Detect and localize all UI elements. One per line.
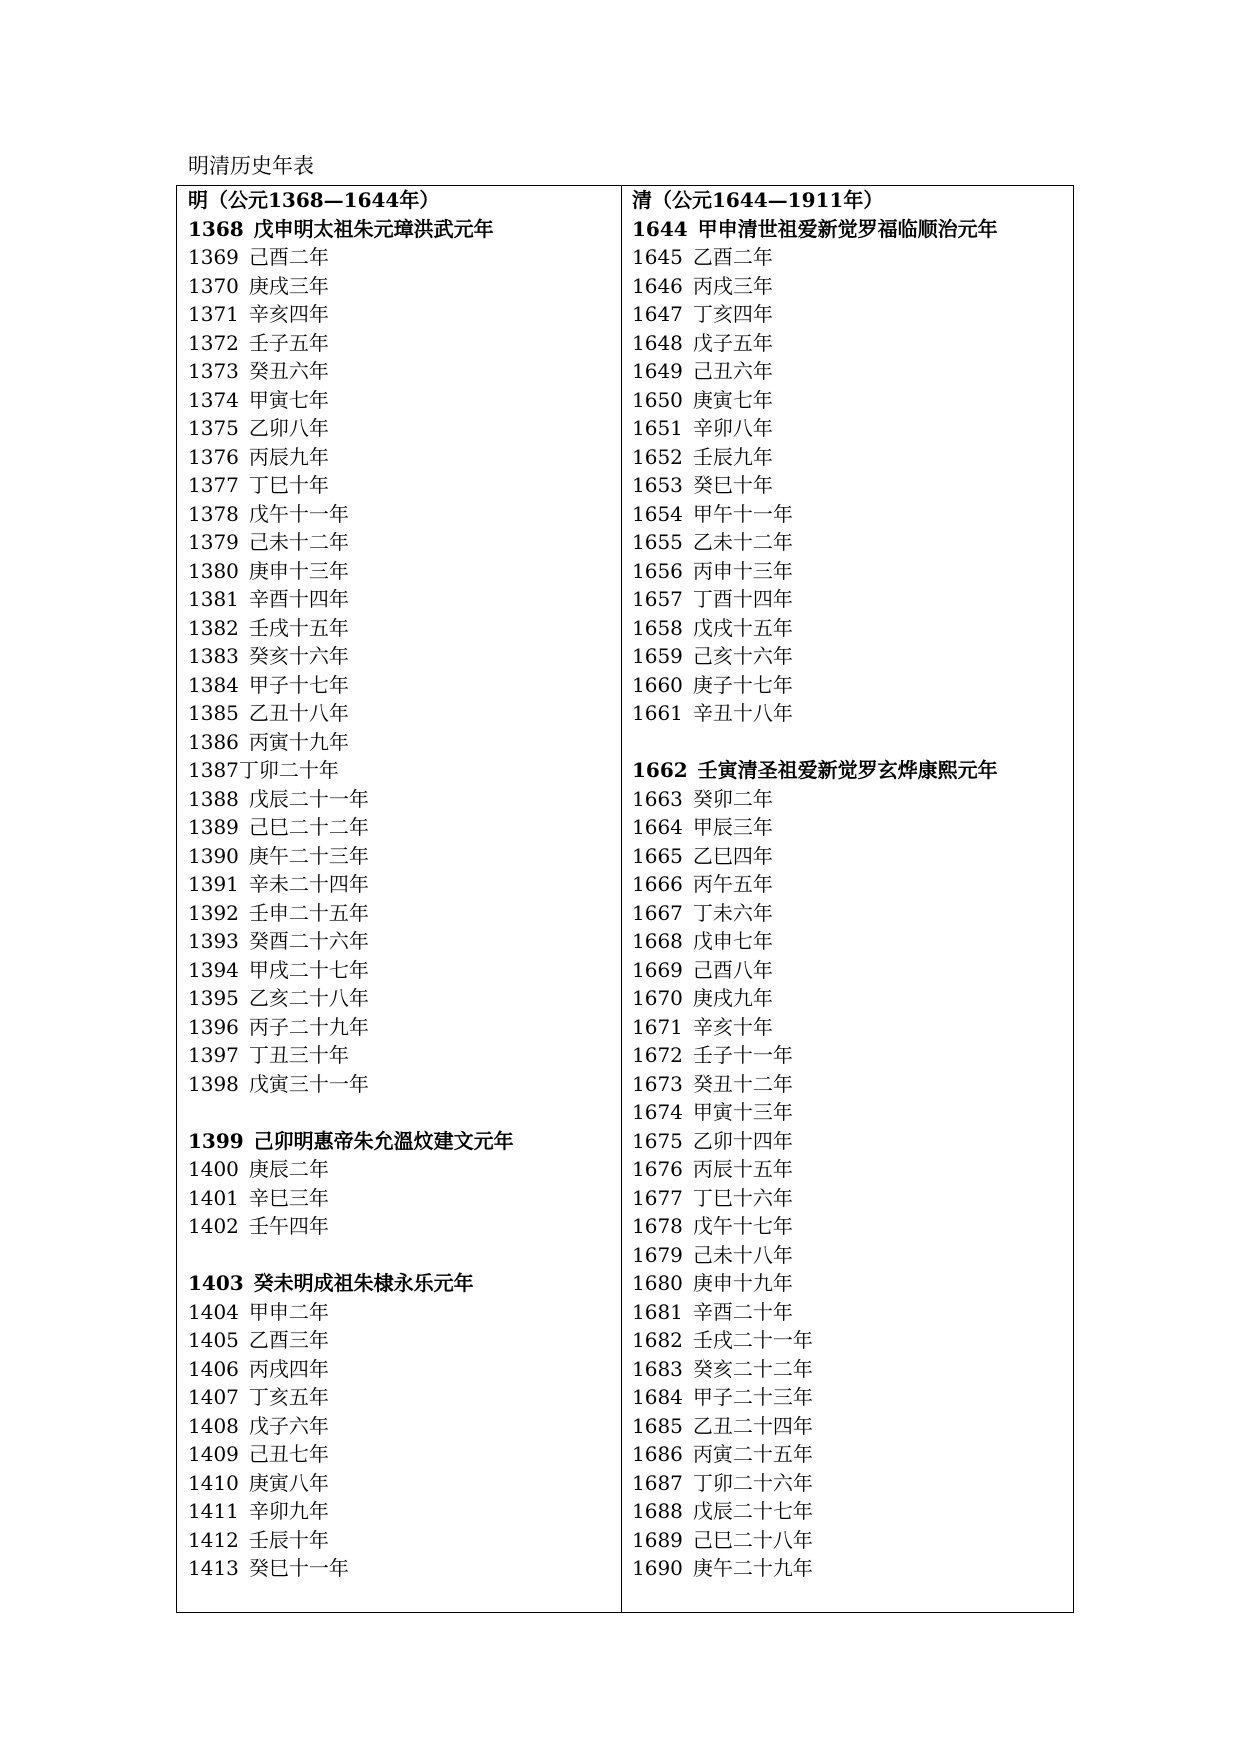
year-row xyxy=(188,443,329,472)
year-label: 丙辰十五年 xyxy=(692,1157,793,1181)
year-label: 庚戌九年 xyxy=(692,986,773,1010)
reign-start-row xyxy=(188,1269,474,1298)
year-row xyxy=(188,956,369,985)
year-row xyxy=(632,699,793,728)
year-number: 1670 xyxy=(632,986,683,1010)
year-number: 1405 xyxy=(188,1328,239,1352)
year-number: 1386 xyxy=(188,729,239,754)
year-label: 辛卯九年 xyxy=(248,1499,329,1523)
year-row xyxy=(188,1070,369,1099)
reign-start-row xyxy=(188,1127,514,1156)
year-row xyxy=(188,471,329,500)
year-row xyxy=(188,870,369,899)
year-row xyxy=(632,1469,813,1498)
year-row xyxy=(632,870,773,899)
year-row xyxy=(188,386,329,415)
year-row xyxy=(188,1497,329,1526)
year-number: 1373 xyxy=(188,359,239,383)
year-number: 1660 xyxy=(632,672,683,697)
year-label: 乙丑二十四年 xyxy=(692,1413,813,1438)
year-number: 1378 xyxy=(188,501,239,526)
year-number: 1399 xyxy=(188,1128,244,1153)
year-row xyxy=(632,671,793,700)
year-row xyxy=(632,300,773,329)
year-number: 1381 xyxy=(188,587,239,611)
year-label: 己酉八年 xyxy=(692,957,773,982)
year-number: 1672 xyxy=(632,1043,683,1067)
year-label: 壬寅清圣祖爱新觉罗玄烨康熙元年 xyxy=(697,758,998,782)
year-row xyxy=(188,1155,329,1184)
year-label: 庚子十七年 xyxy=(692,672,793,697)
year-row xyxy=(188,1355,329,1384)
year-number: 1649 xyxy=(632,359,683,383)
year-row xyxy=(632,984,773,1013)
year-label: 乙亥二十八年 xyxy=(248,986,369,1010)
year-row xyxy=(632,1355,813,1384)
year-number: 1402 xyxy=(188,1214,239,1238)
year-row xyxy=(632,585,793,614)
year-row xyxy=(188,785,369,814)
reign-start-row xyxy=(188,215,494,244)
year-label: 己亥十六年 xyxy=(692,644,793,668)
year-label: 癸亥二十二年 xyxy=(692,1356,813,1381)
year-label: 辛卯八年 xyxy=(692,416,773,440)
year-label: 乙丑十八年 xyxy=(248,701,349,725)
year-number: 1644 xyxy=(632,216,688,241)
year-label: 丙寅二十五年 xyxy=(692,1442,813,1466)
year-number: 1683 xyxy=(632,1356,683,1381)
year-number: 1408 xyxy=(188,1413,239,1438)
year-row xyxy=(632,927,773,956)
year-number: 1372 xyxy=(188,330,239,355)
year-row xyxy=(632,500,793,529)
year-label: 乙酉二年 xyxy=(692,245,773,269)
year-row xyxy=(632,243,773,272)
year-label: 庚寅七年 xyxy=(692,387,773,412)
year-label: 己丑六年 xyxy=(692,359,773,383)
year-row xyxy=(188,357,329,386)
year-row xyxy=(188,329,329,358)
year-row xyxy=(632,357,773,386)
year-label: 戊辰二十一年 xyxy=(248,786,369,811)
year-label: 丁卯二十六年 xyxy=(692,1470,813,1495)
year-label: 庚申十九年 xyxy=(692,1271,793,1295)
year-number: 1396 xyxy=(188,1014,239,1039)
year-label: 壬子十一年 xyxy=(692,1043,793,1067)
year-label: 辛巳三年 xyxy=(248,1185,329,1210)
year-number: 1655 xyxy=(632,530,683,554)
year-number: 1375 xyxy=(188,416,239,440)
year-label: 戊寅三十一年 xyxy=(248,1071,369,1096)
year-label: 甲申清世祖爱新觉罗福临顺治元年 xyxy=(697,216,998,241)
year-label: 戊午十七年 xyxy=(692,1214,793,1238)
year-number: 1688 xyxy=(632,1499,683,1523)
year-row xyxy=(188,927,369,956)
year-label: 戊午十一年 xyxy=(248,501,349,526)
year-label: 癸未明成祖朱棣永乐元年 xyxy=(253,1271,474,1295)
year-label: 壬辰十年 xyxy=(248,1527,329,1552)
year-number: 1654 xyxy=(632,501,683,526)
year-row xyxy=(188,414,329,443)
year-number: 1678 xyxy=(632,1214,683,1238)
year-number: 1406 xyxy=(188,1356,239,1381)
chronology-table xyxy=(176,185,1074,1613)
reign-start-row xyxy=(632,215,998,244)
year-label: 甲寅七年 xyxy=(248,387,329,412)
year-number: 1652 xyxy=(632,444,683,469)
year-row xyxy=(632,557,793,586)
year-label: 己未十二年 xyxy=(248,530,349,554)
year-label: 庚寅八年 xyxy=(248,1470,329,1495)
year-label: 戊申七年 xyxy=(692,929,773,953)
year-number: 1682 xyxy=(632,1328,683,1352)
year-label: 庚申十三年 xyxy=(248,558,349,583)
year-number: 1413 xyxy=(188,1556,239,1580)
year-row xyxy=(632,1383,813,1412)
year-number: 1676 xyxy=(632,1157,683,1181)
year-label: 辛亥四年 xyxy=(248,302,329,326)
year-label: 癸酉二十六年 xyxy=(248,929,369,953)
year-label: 辛酉十四年 xyxy=(248,587,349,611)
year-label: 甲寅十三年 xyxy=(692,1100,793,1124)
year-label: 甲申二年 xyxy=(248,1299,329,1324)
year-number: 1397 xyxy=(188,1043,239,1067)
year-row xyxy=(188,585,349,614)
year-row xyxy=(188,984,369,1013)
year-row xyxy=(188,1412,329,1441)
year-number: 1658 xyxy=(632,615,683,640)
year-number: 1681 xyxy=(632,1299,683,1324)
year-number: 1393 xyxy=(188,929,239,953)
year-label: 乙酉三年 xyxy=(248,1328,329,1352)
year-row xyxy=(188,1041,349,1070)
year-label: 壬午四年 xyxy=(248,1214,329,1238)
year-label: 庚辰二年 xyxy=(248,1157,329,1181)
year-label: 丙申十三年 xyxy=(692,558,793,583)
year-label: 戊戌十五年 xyxy=(692,615,793,640)
year-label: 癸巳十一年 xyxy=(248,1556,349,1580)
year-number: 1684 xyxy=(632,1385,683,1409)
year-row xyxy=(188,1383,329,1412)
year-number: 1411 xyxy=(188,1499,239,1523)
year-number: 1410 xyxy=(188,1470,239,1495)
year-number: 1412 xyxy=(188,1527,239,1552)
year-number: 1671 xyxy=(632,1014,683,1039)
year-row xyxy=(632,1412,813,1441)
year-number: 1382 xyxy=(188,615,239,640)
year-number: 1384 xyxy=(188,672,239,697)
year-label: 丙子二十九年 xyxy=(248,1014,369,1039)
year-label: 丙午五年 xyxy=(692,872,773,896)
year-number: 1368 xyxy=(188,216,244,241)
year-number: 1647 xyxy=(632,302,683,326)
year-number: 1689 xyxy=(632,1527,683,1552)
year-number: 1667 xyxy=(632,900,683,925)
year-number: 1391 xyxy=(188,872,239,896)
qing-column xyxy=(632,186,1062,1612)
year-label: 己未十八年 xyxy=(692,1242,793,1267)
year-number: 1648 xyxy=(632,330,683,355)
year-label: 乙卯十四年 xyxy=(692,1128,793,1153)
year-label: 丁巳十年 xyxy=(248,473,329,497)
year-row xyxy=(632,1497,813,1526)
year-row xyxy=(188,1212,329,1241)
year-row xyxy=(632,1298,793,1327)
year-row xyxy=(632,1326,813,1355)
year-row xyxy=(632,386,773,415)
year-label: 癸卯二年 xyxy=(692,786,773,811)
year-row xyxy=(632,842,773,871)
year-number: 1674 xyxy=(632,1100,683,1124)
year-row xyxy=(188,642,349,671)
year-row xyxy=(632,1526,813,1555)
year-number: 1369 xyxy=(188,245,239,269)
year-number: 1680 xyxy=(632,1271,683,1295)
year-row xyxy=(632,272,773,301)
year-label: 壬申二十五年 xyxy=(248,900,369,925)
year-row xyxy=(188,1469,329,1498)
year-label: 壬子五年 xyxy=(248,330,329,355)
year-number: 1398 xyxy=(188,1071,239,1096)
year-label: 甲辰三年 xyxy=(692,815,773,839)
year-label: 癸巳十年 xyxy=(692,473,773,497)
year-number: 1665 xyxy=(632,843,683,868)
year-number: 1370 xyxy=(188,273,239,298)
year-label: 甲子二十三年 xyxy=(692,1385,813,1409)
year-number: 1685 xyxy=(632,1413,683,1438)
year-number: 1657 xyxy=(632,587,683,611)
year-row xyxy=(188,1554,349,1583)
year-row xyxy=(188,500,349,529)
year-number: 1388 xyxy=(188,786,239,811)
year-row xyxy=(188,1013,369,1042)
year-label: 丙辰九年 xyxy=(248,444,329,469)
year-row xyxy=(632,1184,793,1213)
year-row xyxy=(188,243,329,272)
year-row xyxy=(632,414,773,443)
year-row xyxy=(632,1554,813,1583)
ming-column-header: 明（公元1368—1644年） xyxy=(188,188,440,212)
year-row xyxy=(188,1326,329,1355)
year-number: 1377 xyxy=(188,473,239,497)
year-number: 1686 xyxy=(632,1442,683,1466)
year-number: 1650 xyxy=(632,387,683,412)
year-number: 1385 xyxy=(188,701,239,725)
year-number: 1663 xyxy=(632,786,683,811)
year-label: 丁未六年 xyxy=(692,900,773,925)
year-row xyxy=(188,728,349,757)
year-row xyxy=(188,528,349,557)
year-label: 癸丑六年 xyxy=(248,359,329,383)
year-label: 丁亥五年 xyxy=(248,1385,329,1409)
year-row xyxy=(188,614,349,643)
ming-column xyxy=(188,186,613,1612)
year-number: 1664 xyxy=(632,815,683,839)
year-number: 1409 xyxy=(188,1442,239,1466)
year-number: 1400 xyxy=(188,1157,239,1181)
year-label: 己酉二年 xyxy=(248,245,329,269)
year-label: 戊子五年 xyxy=(692,330,773,355)
year-label: 癸亥十六年 xyxy=(248,644,349,668)
year-number: 1645 xyxy=(632,245,683,269)
year-label: 庚戌三年 xyxy=(248,273,329,298)
year-row xyxy=(188,699,349,728)
year-number: 1679 xyxy=(632,1242,683,1267)
year-row xyxy=(632,899,773,928)
year-row xyxy=(632,1041,793,1070)
year-label: 丁卯二十年 xyxy=(238,758,339,782)
year-label: 己巳二十二年 xyxy=(248,815,369,839)
year-number: 1407 xyxy=(188,1385,239,1409)
year-label: 丙戌三年 xyxy=(692,273,773,298)
year-number: 1675 xyxy=(632,1128,683,1153)
year-number: 1389 xyxy=(188,815,239,839)
year-number: 1653 xyxy=(632,473,683,497)
year-row xyxy=(632,471,773,500)
year-row xyxy=(188,1298,329,1327)
year-label: 己卯明惠帝朱允溫炆建文元年 xyxy=(253,1128,514,1153)
year-number: 1376 xyxy=(188,444,239,469)
year-row xyxy=(632,1212,793,1241)
year-label: 丁丑三十年 xyxy=(248,1043,349,1067)
year-label: 壬戌十五年 xyxy=(248,615,349,640)
year-row xyxy=(632,1241,793,1270)
year-label: 丙戌四年 xyxy=(248,1356,329,1381)
year-row xyxy=(188,1440,329,1469)
year-label: 乙卯八年 xyxy=(248,416,329,440)
year-row xyxy=(188,300,329,329)
year-label: 辛未二十四年 xyxy=(248,872,369,896)
year-row xyxy=(188,1184,329,1213)
year-label: 戊申明太祖朱元璋洪武元年 xyxy=(253,216,494,241)
year-number: 1379 xyxy=(188,530,239,554)
year-row xyxy=(632,1127,793,1156)
column-divider xyxy=(621,186,622,1612)
year-number: 1404 xyxy=(188,1299,239,1324)
year-row xyxy=(632,1440,813,1469)
year-label: 乙巳四年 xyxy=(692,843,773,868)
year-label: 丁巳十六年 xyxy=(692,1185,793,1210)
year-row xyxy=(632,785,773,814)
year-row xyxy=(632,443,773,472)
year-number: 1392 xyxy=(188,900,239,925)
year-number: 1666 xyxy=(632,872,683,896)
year-label: 辛亥十年 xyxy=(692,1014,773,1039)
year-number: 1662 xyxy=(632,758,688,782)
year-number: 1395 xyxy=(188,986,239,1010)
year-number: 1669 xyxy=(632,957,683,982)
year-number: 1659 xyxy=(632,644,683,668)
year-number: 1394 xyxy=(188,957,239,982)
year-row xyxy=(188,1526,329,1555)
year-label: 庚午二十三年 xyxy=(248,843,369,868)
year-row xyxy=(632,1070,793,1099)
year-row xyxy=(188,557,349,586)
year-row xyxy=(632,956,773,985)
year-label: 丁酉十四年 xyxy=(692,587,793,611)
year-label: 甲午十一年 xyxy=(692,501,793,526)
year-row xyxy=(632,1269,793,1298)
year-row xyxy=(188,813,369,842)
year-label: 乙未十二年 xyxy=(692,530,793,554)
year-row xyxy=(632,528,793,557)
year-label: 丁亥四年 xyxy=(692,302,773,326)
year-number: 1673 xyxy=(632,1071,683,1096)
year-number: 1387 xyxy=(188,758,239,782)
document-title: 明清历史年表 xyxy=(188,154,314,178)
year-number: 1656 xyxy=(632,558,683,583)
year-label: 戊辰二十七年 xyxy=(692,1499,813,1523)
year-number: 1403 xyxy=(188,1271,244,1295)
year-label: 甲子十七年 xyxy=(248,672,349,697)
year-label: 己巳二十八年 xyxy=(692,1527,813,1552)
year-row xyxy=(632,642,793,671)
year-label: 辛酉二十年 xyxy=(692,1299,793,1324)
year-row xyxy=(188,671,349,700)
year-row xyxy=(632,614,793,643)
year-row xyxy=(632,329,773,358)
year-row xyxy=(188,842,369,871)
year-label: 庚午二十九年 xyxy=(692,1556,813,1580)
year-label: 己丑七年 xyxy=(248,1442,329,1466)
year-number: 1690 xyxy=(632,1556,683,1580)
year-row xyxy=(632,1155,793,1184)
year-row xyxy=(632,813,773,842)
year-row xyxy=(188,756,339,785)
year-row xyxy=(632,1098,793,1127)
year-number: 1390 xyxy=(188,843,239,868)
year-number: 1677 xyxy=(632,1185,683,1210)
year-label: 戊子六年 xyxy=(248,1413,329,1438)
year-number: 1687 xyxy=(632,1470,683,1495)
year-row xyxy=(632,1013,773,1042)
year-label: 丙寅十九年 xyxy=(248,729,349,754)
year-number: 1380 xyxy=(188,558,239,583)
year-number: 1371 xyxy=(188,302,239,326)
year-number: 1374 xyxy=(188,387,239,412)
qing-column-header: 清（公元1644—1911年） xyxy=(632,188,884,212)
year-label: 辛丑十八年 xyxy=(692,701,793,725)
year-number: 1383 xyxy=(188,644,239,668)
year-number: 1646 xyxy=(632,273,683,298)
year-label: 癸丑十二年 xyxy=(692,1071,793,1096)
year-number: 1661 xyxy=(632,701,683,725)
year-label: 壬辰九年 xyxy=(692,444,773,469)
year-number: 1401 xyxy=(188,1185,239,1210)
year-label: 甲戌二十七年 xyxy=(248,957,369,982)
reign-start-row xyxy=(632,756,998,785)
year-label: 壬戌二十一年 xyxy=(692,1328,813,1352)
year-row xyxy=(188,272,329,301)
year-number: 1668 xyxy=(632,929,683,953)
year-row xyxy=(188,899,369,928)
year-number: 1651 xyxy=(632,416,683,440)
